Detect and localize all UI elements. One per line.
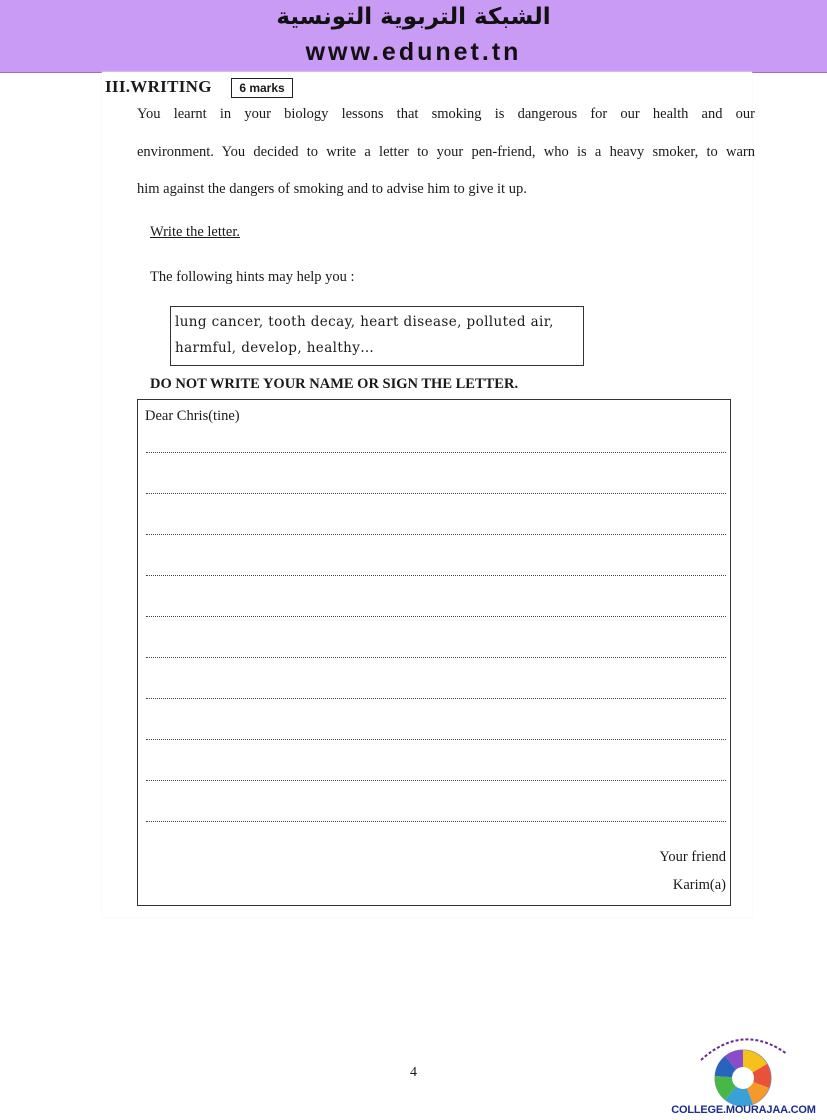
writing-line[interactable] xyxy=(146,534,726,535)
hints-line-2: harmful, develop, healthy… xyxy=(175,340,375,356)
logo-website-text[interactable]: COLLEGE.MOURAJAA.COM xyxy=(671,1104,816,1116)
writing-line[interactable] xyxy=(146,452,726,453)
hint-intro: The following hints may help you : xyxy=(150,269,355,285)
marks-badge: 6 marks xyxy=(231,78,293,98)
arabic-site-title: الشبكة التربوية التونسية xyxy=(276,4,551,30)
mourajaa-logo-icon xyxy=(683,1030,803,1108)
warning-text: DO NOT WRITE YOUR NAME OR SIGN THE LETTER. xyxy=(150,376,519,392)
prompt-line-3: him against the dangers of smoking and to advise him to give it up. xyxy=(137,181,527,197)
letter-answer-box xyxy=(137,399,731,906)
page-number: 4 xyxy=(410,1065,417,1080)
letter-closing: Your friend xyxy=(659,849,726,865)
writing-line[interactable] xyxy=(146,616,726,617)
writing-line[interactable] xyxy=(146,575,726,576)
site-url[interactable]: www.edunet.tn xyxy=(305,38,522,66)
prompt-line-2: environment. You decided to write a letter to your pen-friend, who is a heavy smoker, to warn xyxy=(137,144,755,160)
section-title: III.WRITING xyxy=(105,77,212,96)
hints-line-1: lung cancer, tooth decay, heart disease, polluted air, xyxy=(175,314,554,330)
letter-signature-name: Karim(a) xyxy=(672,877,726,893)
letter-greeting: Dear Chris(tine) xyxy=(145,408,240,424)
task-instruction: Write the letter. xyxy=(150,224,241,240)
writing-line[interactable] xyxy=(146,698,726,699)
writing-line[interactable] xyxy=(146,780,726,781)
writing-line[interactable] xyxy=(146,821,726,822)
header-banner xyxy=(0,0,827,73)
writing-line[interactable] xyxy=(146,657,726,658)
writing-line[interactable] xyxy=(146,493,726,494)
prompt-line-1: You learnt in your biology lessons that smoking is dangerous for our health and our xyxy=(137,106,755,122)
writing-line[interactable] xyxy=(146,739,726,740)
hints-box xyxy=(170,306,584,366)
